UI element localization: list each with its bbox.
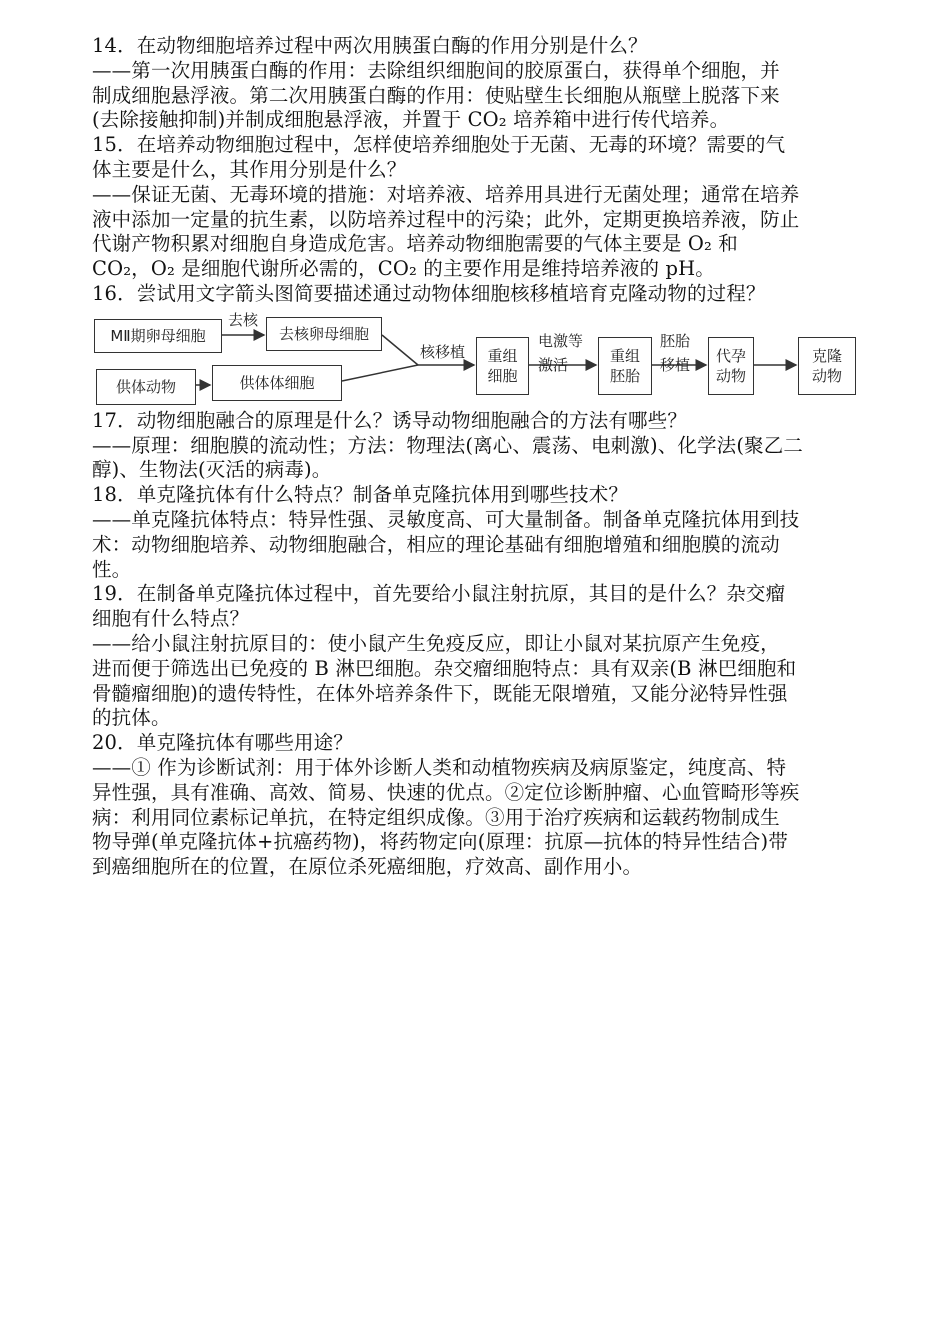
answer-line: ——① 作为诊断试剂：用于体外诊断人类和动植物疾病及病原鉴定，纯度高、特 (92, 755, 787, 779)
box-line: 重组 (487, 346, 518, 365)
box-donor-animal: 供体动物 (96, 369, 196, 405)
question-15 (92, 133, 872, 282)
question-20 (92, 731, 872, 880)
answer-line: 代谢产物积累对细胞自身造成危害。培养动物细胞需要的气体主要是 O₂ 和 (92, 232, 738, 256)
answer-line: 醇)、生物法(灭活的病毒)。 (92, 458, 332, 482)
question-text: 14．在动物细胞培养过程中两次用胰蛋白酶的作用分别是什么？ (92, 34, 648, 57)
answer-line: 术：动物细胞培养、动物细胞融合，相应的理论基础有细胞增殖和细胞膜的流动 (92, 532, 780, 556)
question-17 (92, 409, 872, 483)
answer-line: ——给小鼠注射抗原目的：使小鼠产生免疫反应，即让小鼠对某抗原产生免疫， (92, 631, 780, 655)
question-14 (92, 34, 872, 133)
answer-line: 进而便于筛选出已免疫的 B 淋巴细胞。杂交瘤细胞特点：具有双亲(B 淋巴细胞和 (92, 656, 797, 680)
answer-line: 异性强，具有准确、高效、简易、快速的优点。②定位诊断肿瘤、心血管畸形等疾 (92, 780, 800, 804)
box-cloned-animal (798, 337, 856, 395)
label-line: 移植 (660, 355, 691, 374)
box-enucleated-oocyte: 去核卵母细胞 (266, 317, 382, 351)
answer-line: ——原理：细胞膜的流动性；方法：物理法(离心、震荡、电刺激)、化学法(聚乙二 (92, 433, 804, 457)
question-18 (92, 483, 872, 582)
box-line: 克隆 (811, 346, 842, 365)
label-nuclear-transfer: 核移植 (420, 342, 466, 361)
box-surrogate-animal (708, 337, 754, 395)
box-line: 动物 (715, 366, 746, 385)
question-text: 17．动物细胞融合的原理是什么？诱导动物细胞融合的方法有哪些？ (92, 408, 687, 432)
box-donor-cell: 供体体细胞 (212, 365, 342, 401)
answer-line: 的抗体。 (92, 706, 171, 730)
question-16 (92, 282, 872, 405)
question-text: 18．单克隆抗体有什么特点？制备单克隆抗体用到哪些技术？ (92, 483, 629, 507)
answer-line: 病：利用同位素标记单抗，在特定组织成像。③用于治疗疾病和运载药物制成生 (92, 805, 780, 829)
answer-line: CO₂，O₂ 是细胞代谢所必需的，CO₂ 的主要作用是维持培养液的 pH。 (92, 257, 715, 281)
cloning-flow-diagram (88, 310, 872, 405)
answer-line: 骨髓瘤细胞)的遗传特性，在体外培养条件下，既能无限增殖，又能分泌特异性强 (92, 681, 788, 705)
question-text: 15．在培养动物细胞过程中，怎样使培养细胞处于无菌、无毒的环境？需要的气 (92, 133, 786, 157)
answer-line: 到癌细胞所在的位置，在原位杀死癌细胞，疗效高、副作用小。 (92, 855, 643, 879)
document-page (92, 34, 872, 880)
question-text: 16．尝试用文字箭头图简要描述通过动物体细胞核移植培育克隆动物的过程？ (92, 281, 766, 305)
answer-line: ——保证无菌、无毒环境的措施：对培养液、培养用具进行无菌处理；通常在培养 (92, 182, 800, 206)
box-recombined-embryo (598, 337, 652, 395)
question-19 (92, 582, 872, 731)
box-line: 重组 (609, 346, 640, 365)
question-text: 20．单克隆抗体有哪些用途？ (92, 731, 353, 755)
box-line: 动物 (811, 366, 842, 385)
answer-line: ——第一次用胰蛋白酶的作用：去除组织细胞间的胶原蛋白，获得单个细胞，并 (92, 58, 780, 82)
box-recombined-cell (476, 337, 529, 395)
label-electric-activation (538, 329, 583, 377)
box-line: 代孕 (715, 346, 746, 365)
answer-line: 物导弹(单克隆抗体+抗癌药物)，将药物定向(原理：抗原—抗体的特异性结合)带 (92, 830, 788, 854)
box-line: 胚胎 (609, 366, 640, 385)
answer-line: 制成细胞悬浮液。第二次用胰蛋白酶的作用：使贴壁生长细胞从瓶壁上脱落下来 (92, 83, 780, 107)
question-text: 19．在制备单克隆抗体过程中，首先要给小鼠注射抗原，其目的是什么？杂交瘤 (92, 582, 786, 606)
label-embryo-transfer (660, 329, 690, 377)
box-line: 细胞 (487, 366, 518, 385)
label-enucleate: 去核 (228, 310, 259, 329)
label-line: 激活 (538, 355, 569, 374)
label-line: 胚胎 (660, 331, 691, 350)
answer-line: ——单克隆抗体特点：特异性强、灵敏度高、可大量制备。制备单克隆抗体用到技 (92, 507, 800, 531)
question-text: 细胞有什么特点？ (92, 607, 250, 631)
box-mii-oocyte: MⅡ期卵母细胞 (94, 319, 222, 353)
label-line: 电激等 (538, 331, 584, 350)
answer-line: 液中添加一定量的抗生素，以防培养过程中的污染；此外，定期更换培养液，防止 (92, 207, 800, 231)
question-text: 体主要是什么，其作用分别是什么？ (92, 157, 407, 181)
answer-line: 性。 (92, 557, 132, 581)
answer-line: (去除接触抑制)并制成细胞悬浮液，并置于 CO₂ 培养箱中进行传代培养。 (92, 108, 730, 132)
